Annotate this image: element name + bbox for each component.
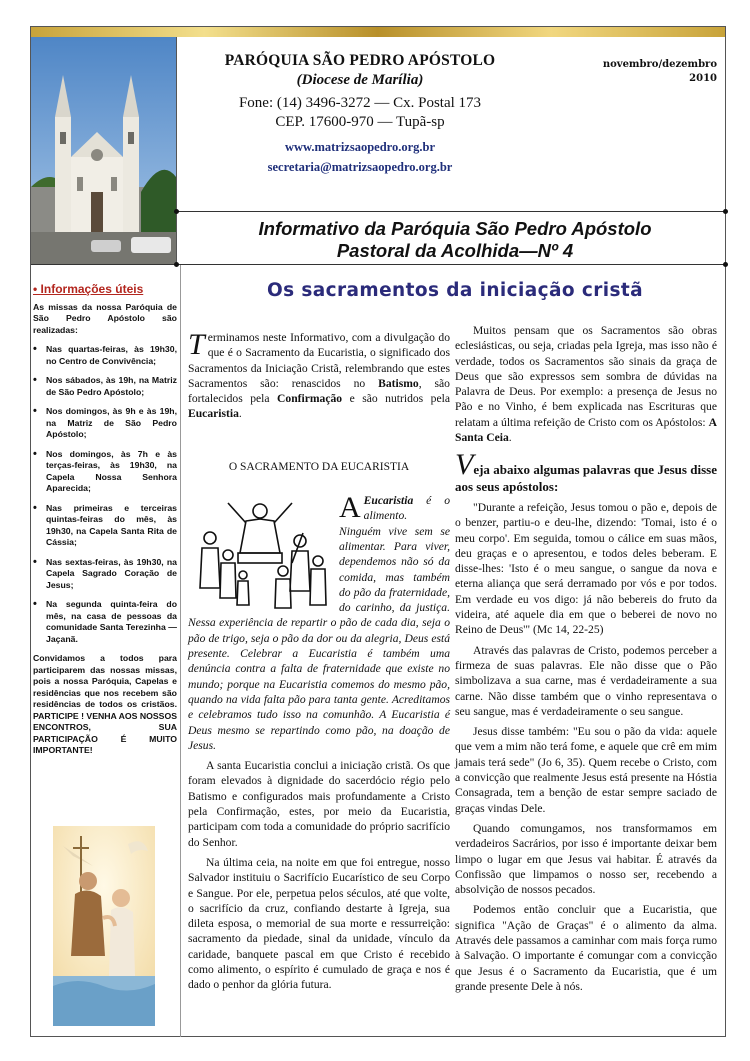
parish-name: PARÓQUIA SÃO PEDRO APÓSTOLO xyxy=(224,52,496,69)
list-item: • Nas primeiras e terceiras quintas-feiras do mês, às 19h30, na Capela Santa Rita de Cássia; xyxy=(33,503,177,549)
paragraph-text: . xyxy=(508,431,512,445)
eucharist-text: é o alimento. Ninguém vive sem se alimentar. Para viver, dependemos não só da comida, mas também do pão da fraternidade, do carinho, da justiça. Nessa experiência de repartir o pão de cada dia, seja o pão de trigo, seja o pão da dor ou da alegria, Deus está presente. Celebrar a Eucaristia é também uma denúncia contra a falta de fraternidade que existe no mundo; porque na Eucaristia comemos do mesmo pão, quando na vida falta pão para tanta gente. Acreditamos e celebramos tudo isso na comunhão. A Eucaristia é Deus mesmo se repartindo como pão, na doação de Jesus. xyxy=(188,494,450,752)
list-item: • Nas sextas-feiras, às 19h30, na Capela Sagrado Coração de Jesus; xyxy=(33,557,177,592)
paragraph: Através das palavras de Cristo, podemos perceber a firmeza de suas palavras. Ele não disse que o Pão simbolizava a sua carne, mas é verdadeiramente a sua carne. Não disse também que o vinho representava o seu sangue, mas é verdadeiramente o seu sangue. xyxy=(455,643,717,718)
paragraph: Podemos então concluir que a Eucaristia, que significa "Ação de Graças" é o alimento da alma. Através dele passamos a caminhar com mais força rumo à Salvação. O importante é comungar com a convicção que Jesus é o Sacramento da Eucaristia, que é um grande presente Dele à nós. xyxy=(455,903,717,993)
church-photo xyxy=(31,37,176,264)
intro-text: erminamos neste Informativo, com a divulgação do que é o Sacramento da Eucaristia, o significado dos Sacramentos da Iniciação Cristã, relembrando que estes Sacramentos são: renascidos no xyxy=(188,331,450,390)
bullet-icon: • xyxy=(33,282,41,296)
baptism-image xyxy=(53,826,155,1026)
divider-dot xyxy=(723,209,728,214)
email-link[interactable]: secretaria@matrizsaopedro.org.br xyxy=(267,160,453,174)
header-divider-2 xyxy=(31,264,726,265)
divider-dot xyxy=(174,209,179,214)
diocese-name: (Diocese de Marília) xyxy=(296,72,424,88)
sidebar-invite: Convidamos a todos para participarem das nossas missas, pois a nossa Paróquia, Capelas e residências que nos recebem são residências de todos os cristãos. PARTICIPE ! VENHA AOS NOSSOS ENCONTROS, SUA PARTICIPAÇÃO É MUITO IMPORTANTE! xyxy=(33,653,178,755)
sidebar-heading-text: Informações úteis xyxy=(40,282,144,296)
paragraph: A santa Eucaristia conclui a iniciação cristã. Os que foram elevados à dignidade do sacerdócio régio pelo Batismo e configurados mais profundamente a Cristo pela Confirmação, estes, por meio da Eucaristia, participam com toda a comunidade do próprio sacrifício do Senhor. xyxy=(188,759,450,849)
paragraph-text: Muitos pensam que os Sacramentos são obras eclesiásticas, ou seja, criadas pela Igreja, mas isso não é verdade, todos os Sacramentos são sinais da graça de Deus que são expressos sem sombra de dúvidas na Palavra de Deus. Por exemplo: a presença de Jesus no Pão e no Vinho, é bem explicada nas Escrituras que relatam a última refeição de Cristo com os Apóstolos: xyxy=(455,324,717,429)
paragraph: Na última ceia, na noite em que foi entregue, nosso Salvador instituiu o Sacrifício Eucarístico de seu Corpo e Sangue. Por ele, perpetua pelos séculos, até que volte, o sacrifício da cruz, confiando destarte à Igreja, sua dileta esposa, o memorial de sua morte e ressurreição: sacramento da piedade, sinal da unidade, vínculo da caridade, banquete pascal em que Cristo é recebido como alimento, o espírito é cumulado de graça e nos é dado o penhor da glória futura. xyxy=(188,855,450,992)
phone-line: Fone: (14) 3496-3272 — Cx. Postal 173 xyxy=(238,95,482,111)
sidebar-heading xyxy=(33,284,177,296)
eucharist-illustration xyxy=(188,493,333,611)
intro-text: . xyxy=(238,407,242,421)
newsletter-title-line1: Informativo da Paróquia São Pedro Apóstolo xyxy=(258,218,652,239)
parish-header xyxy=(180,52,540,175)
header-divider-vertical xyxy=(176,37,177,264)
article-title: Os sacramentos da iniciação cristã xyxy=(266,280,644,301)
issue-year: 2010 xyxy=(689,73,717,84)
header-divider-1 xyxy=(176,211,726,212)
cep-line: CEP. 17600-970 — Tupã-sp xyxy=(275,114,445,130)
list-item: • Na segunda quinta-feira do mês, na casa de pessoas da comunidade Santa Terezinha — Jaçanã. xyxy=(33,599,177,645)
intro-batismo: Batismo xyxy=(378,376,419,390)
dropcap: V xyxy=(455,448,474,482)
sidebar xyxy=(33,284,177,765)
eucharist-word: Eucaristia xyxy=(363,494,414,508)
list-item: • Nas quartas-feiras, às 19h30, no Centro de Convivência; xyxy=(33,344,177,367)
paragraph xyxy=(455,323,717,445)
dropcap: T xyxy=(188,328,205,361)
issue-month: novembro/dezembro xyxy=(602,59,717,70)
section-subheading: O SACRAMENTO DA EUCARISTIA xyxy=(228,460,410,473)
list-item: • Nos sábados, às 19h, na Matriz de São Pedro Apóstolo; xyxy=(33,375,177,398)
intro-text: e são nutridos pela xyxy=(342,392,450,406)
mass-schedule-list xyxy=(33,344,177,645)
divider-dot xyxy=(174,262,179,267)
intro-eucaristia: Eucaristia xyxy=(188,407,239,421)
divider-dot xyxy=(723,262,728,267)
paragraph: Quando comungamos, nos transformamos em verdadeiros Sacrários, por isso é importante deixar bem limpo o lugar em que Jesus vai habitar. É através da Confissão que limpamos o nosso ser, recebendo a absolvição de nossos pecados. xyxy=(455,821,717,897)
veja-heading xyxy=(455,448,717,495)
article-column-1 xyxy=(188,330,450,998)
gospel-quote: "Durante a refeição, Jesus tomou o pão e, depois de o benzer, partiu-o e deu-lhe, dizendo: 'Tomai, isto é o meu corpo'. Em seguida, tomou o cálice em suas mãos, deu graças e o apresentou, e todos deles beberam. E disse-lhes: 'Isto é o meu sangue, o sangue da nova e eterna aliança que será derramado por vós e por todos. Em verdade eu vos digo: já não bebereis do fruto da videira, até aquele dia em que o beberei de novo no Reino de Deus'" (Mc 14, 22-25) xyxy=(455,500,717,637)
sidebar-intro: As missas da nossa Paróquia de São Pedro Apóstolo são realizadas: xyxy=(33,301,177,335)
list-item: • Nos domingos, às 9h e às 19h, na Matriz de São Pedro Apóstolo; xyxy=(33,406,177,441)
sidebar-divider xyxy=(180,265,181,1037)
list-item: • Nos domingos, às 7h e às terças-feiras, às 19h30, na Capela Nossa Senhora Aparecida; xyxy=(33,449,177,495)
veja-text: eja abaixo algumas palavras que Jesus disse aos seus apóstolos: xyxy=(455,462,717,494)
santa-ceia: A Santa Ceia xyxy=(455,415,717,445)
gold-header-bar xyxy=(31,27,725,37)
dropcap: A xyxy=(339,491,361,525)
issue-date xyxy=(603,58,717,86)
paragraph: Jesus disse também: "Eu sou o pão da vida: aquele que vem a mim não terá fome, e aquele que crê em mim jamais terá sede" (Jo 6, 35). Quem recebe o Cristo, com a convicção que realmente Jesus está presente na Hóstia Consagrada, tem a benção de estar sempre saciado de graças vindas Dele. xyxy=(455,725,717,815)
intro-confirmacao: Confirmação xyxy=(277,392,343,406)
newsletter-title xyxy=(200,218,710,262)
intro-text: , são fortalecidos pela xyxy=(188,376,450,406)
website-link[interactable]: www.matrizsaopedro.org.br xyxy=(284,140,436,154)
article-column-2 xyxy=(455,323,717,999)
newsletter-title-line2: Pastoral da Acolhida—Nº 4 xyxy=(336,240,574,261)
intro-paragraph xyxy=(188,330,450,422)
